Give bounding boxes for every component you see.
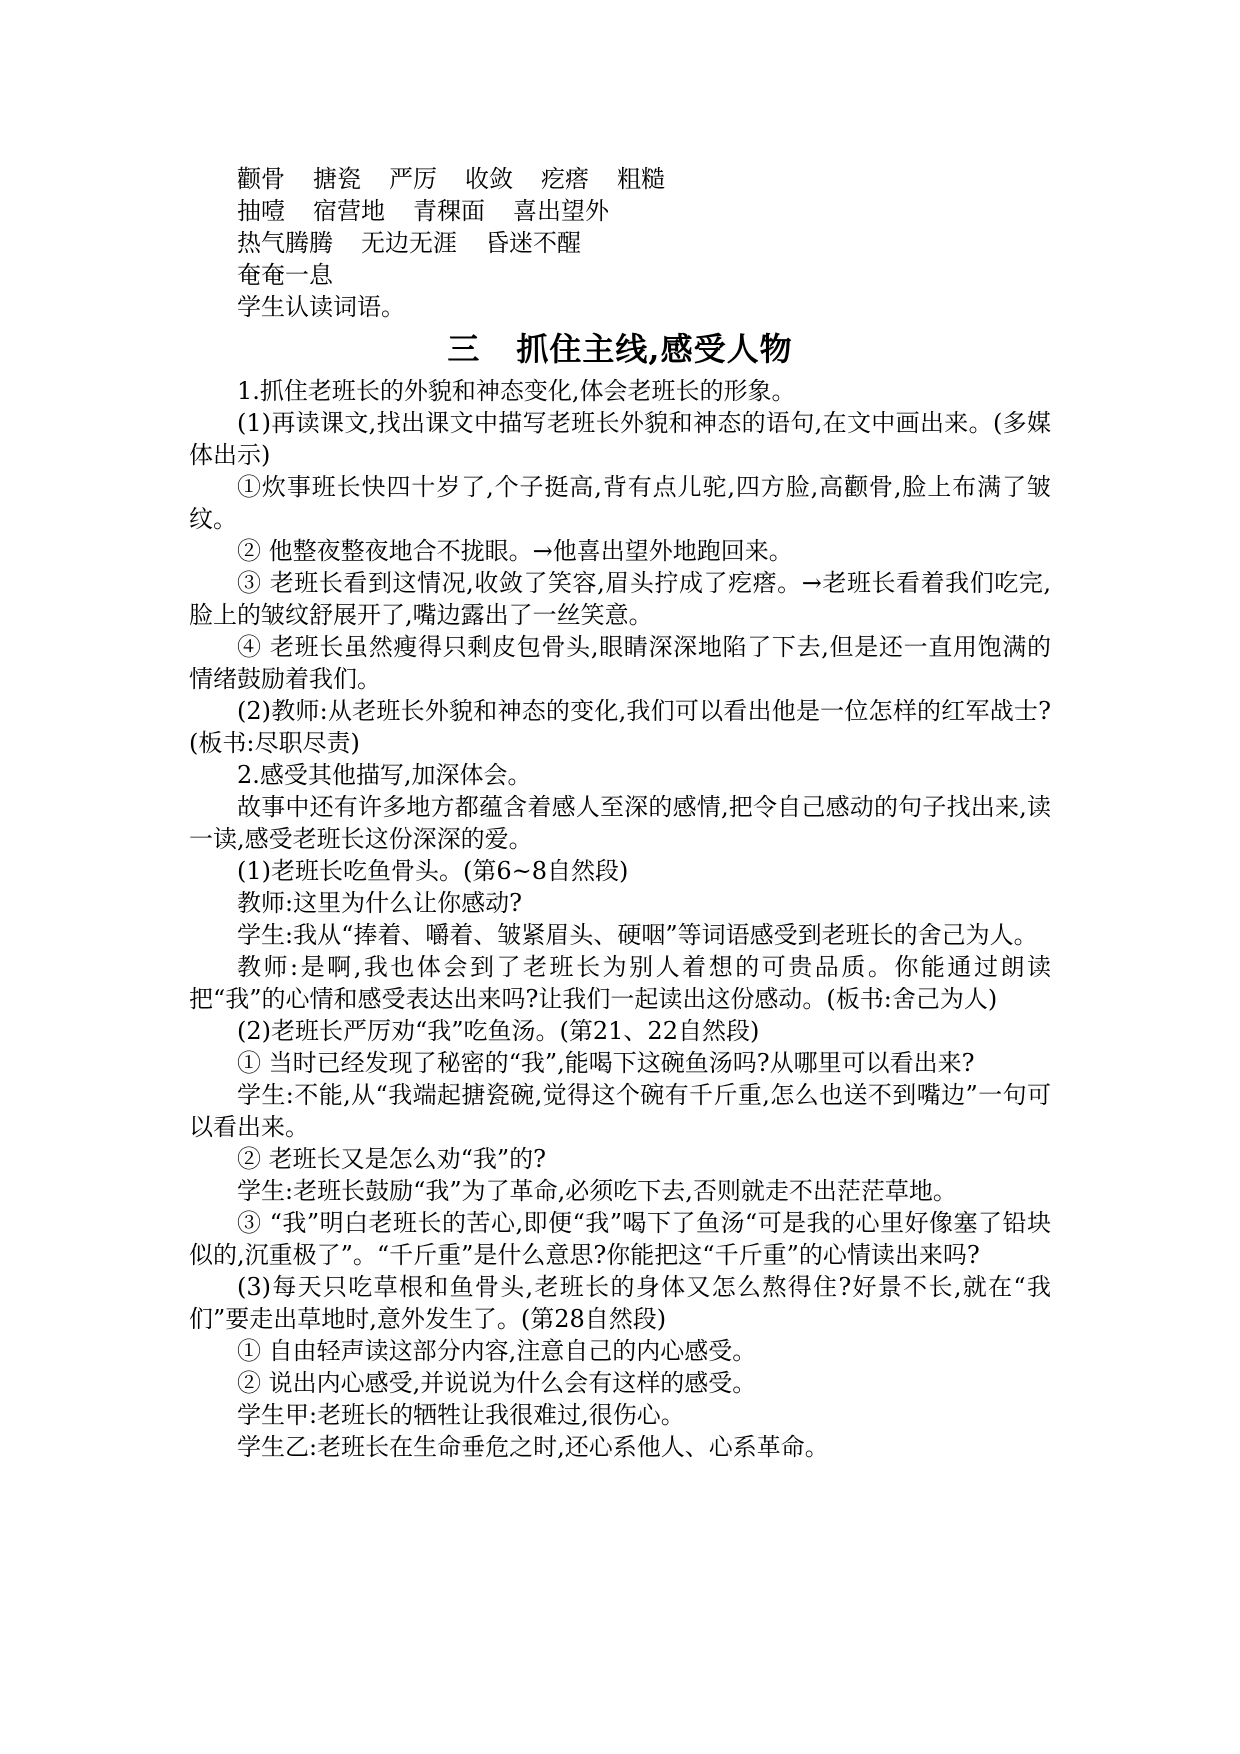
vocab-word: 青稞面 — [413, 197, 485, 225]
vocab-word: 宿营地 — [313, 197, 385, 225]
paragraph: 2.感受其他描写,加深体会。 — [237, 761, 532, 789]
section-number: 三 — [447, 330, 481, 368]
paragraph: (1)再读课文,找出课文中描写老班长外貌和神态的语句,在文中画出来。(多媒体出示) — [189, 409, 1051, 469]
vocab-word: 严厉 — [389, 165, 437, 193]
paragraph: ③ 老班长看到这情况,收敛了笑容,眉头拧成了疙瘩。→老班长看着我们吃完,脸上的皱纹舒展开了,嘴边露出了一丝笑意。 — [189, 569, 1051, 629]
vocab-row — [237, 259, 1051, 291]
section-title: 抓住主线,感受人物 — [516, 330, 793, 368]
paragraph: (2)教师:从老班长外貌和神态的变化,我们可以看出他是一位怎样的红军战士?(板书:尽职尽责) — [189, 697, 1051, 757]
vocab-word: 粗糙 — [617, 165, 665, 193]
vocab-word: 收敛 — [465, 165, 513, 193]
document-page — [189, 163, 1051, 1463]
paragraph: 学生甲:老班长的牺牲让我很难过,很伤心。 — [237, 1401, 685, 1429]
paragraph: ② 老班长又是怎么劝“我”的? — [237, 1145, 547, 1173]
paragraph: ① 自由轻声读这部分内容,注意自己的内心感受。 — [237, 1337, 757, 1365]
paragraph: (3)每天只吃草根和鱼骨头,老班长的身体又怎么熬得住?好景不长,就在“我们”要走出草地时,意外发生了。(第28自然段) — [189, 1273, 1051, 1333]
vocab-note: 学生认读词语。 — [237, 293, 405, 321]
vocab-word: 疙瘩 — [541, 165, 589, 193]
paragraph: 学生:我从“捧着、嚼着、皱紧眉头、硬咽”等词语感受到老班长的舍己为人。 — [237, 921, 1038, 949]
vocab-word: 搪瓷 — [313, 165, 361, 193]
paragraph: 教师:这里为什么让你感动? — [237, 889, 522, 917]
vocab-word: 颧骨 — [237, 165, 285, 193]
paragraph: ② 说出内心感受,并说说为什么会有这样的感受。 — [237, 1369, 757, 1397]
vocab-row — [237, 227, 1051, 259]
paragraph: 学生乙:老班长在生命垂危之时,还心系他人、心系革命。 — [237, 1433, 829, 1461]
section-heading — [189, 329, 1051, 369]
vocab-word: 热气腾腾 — [237, 229, 333, 257]
paragraph: ④ 老班长虽然瘦得只剩皮包骨头,眼睛深深地陷了下去,但是还一直用饱满的情绪鼓励着我们。 — [189, 633, 1051, 693]
vocab-row — [237, 195, 1051, 227]
vocab-row — [237, 163, 1051, 195]
paragraph: ①炊事班长快四十岁了,个子挺高,背有点儿驼,四方脸,高颧骨,脸上布满了皱纹。 — [189, 473, 1051, 533]
paragraph: ② 他整夜整夜地合不拢眼。→他喜出望外地跑回来。 — [237, 537, 793, 565]
paragraph: ① 当时已经发现了秘密的“我”,能喝下这碗鱼汤吗?从哪里可以看出来? — [237, 1049, 975, 1077]
paragraph: 1.抓住老班长的外貌和神态变化,体会老班长的形象。 — [237, 377, 796, 405]
vocabulary-block — [189, 163, 1051, 323]
paragraph: 教师:是啊,我也体会到了老班长为别人着想的可贵品质。你能通过朗读把“我”的心情和感受表达出来吗?让我们一起读出这份感动。(板书:舍己为人) — [189, 953, 1051, 1013]
vocab-word: 无边无涯 — [361, 229, 457, 257]
vocab-word: 昏迷不醒 — [485, 229, 581, 257]
body-text — [189, 375, 1051, 1463]
vocab-word: 抽噎 — [237, 197, 285, 225]
vocab-word: 喜出望外 — [513, 197, 609, 225]
paragraph: ③ “我”明白老班长的苦心,即便“我”喝下了鱼汤“可是我的心里好像塞了铅块似的,沉重极了”。“千斤重”是什么意思?你能把这“千斤重”的心情读出来吗? — [189, 1209, 1051, 1269]
paragraph: 故事中还有许多地方都蕴含着感人至深的感情,把令自己感动的句子找出来,读一读,感受老班长这份深深的爱。 — [189, 793, 1051, 853]
paragraph: (2)老班长严厉劝“我”吃鱼汤。(第21、22自然段) — [237, 1017, 760, 1045]
vocab-word: 奄奄一息 — [237, 261, 333, 289]
paragraph: 学生:不能,从“我端起搪瓷碗,觉得这个碗有千斤重,怎么也送不到嘴边”一句可以看出来。 — [189, 1081, 1051, 1141]
paragraph: (1)老班长吃鱼骨头。(第6~8自然段) — [237, 857, 629, 885]
paragraph: 学生:老班长鼓励“我”为了革命,必须吃下去,否则就走不出茫茫草地。 — [237, 1177, 957, 1205]
